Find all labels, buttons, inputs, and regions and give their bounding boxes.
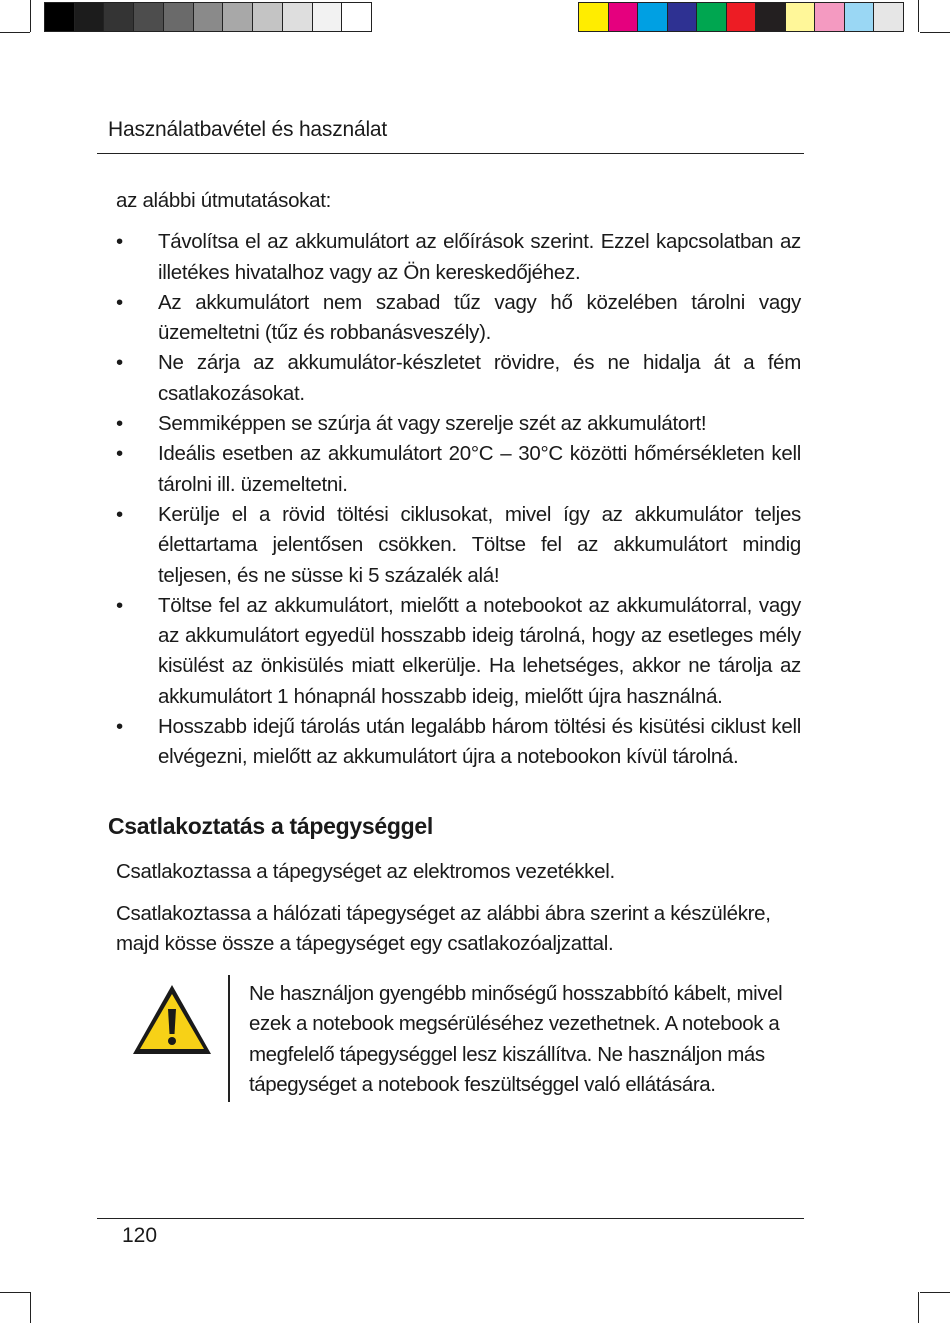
process-color-swatch [874,3,903,31]
process-color-swatch [786,3,816,31]
list-item [116,712,801,773]
list-item-text: Semmiképpen se szúrja át vagy szerelje szét az akkumulátort! [158,412,707,436]
process-color-swatch [756,3,786,31]
header-rule [97,153,804,154]
warning-divider [228,975,230,1102]
process-color-swatch [697,3,727,31]
process-color-swatch [579,3,609,31]
grayscale-swatch [283,3,313,31]
list-item [116,500,801,591]
grayscale-swatch [164,3,194,31]
process-color-swatch [727,3,757,31]
grayscale-swatch [75,3,105,31]
bullet-icon: • [116,412,123,436]
list-item-text: Az akkumulátort nem szabad tűz vagy hő közelében tárolni vagy üzemeltetni (tűz és robbanásveszély). [158,290,801,345]
list-item-text: Távolítsa el az akkumulátort az előírások szerint. Ezzel kapcsolatban az illetékes hivatalhoz vagy az Ön kereskedőjéhez. [158,230,801,284]
grayscale-swatch [194,3,224,31]
bullet-icon: • [116,715,123,739]
grayscale-color-bar [44,2,372,32]
grayscale-swatch [134,3,164,31]
bullet-icon: • [116,442,123,466]
crop-mark-bottom-left-vertical [30,1292,31,1323]
process-color-swatch [668,3,698,31]
process-color-swatch [815,3,845,31]
process-color-swatch [609,3,639,31]
crop-mark-top-left-vertical [30,0,31,32]
list-item [116,409,801,439]
page-header-title: Használatbavétel és használat [108,118,388,141]
warning-triangle-icon [130,982,214,1058]
bullet-icon: • [116,290,123,314]
section-paragraph-2: Csatlakoztassa a hálózati tápegységet az alábbi ábra szerint a készülékre, majd kösse össze a tápegységet egy csatlakozóaljzattal. [116,902,771,956]
bullet-icon: • [116,351,123,375]
list-item [116,439,801,500]
list-item-text: Hosszabb idejű tárolás után legalább három töltési és kisütési ciklust kell elvégezni, mielőtt az akkumulátort újra a notebookon kívül tárolná. [158,715,801,769]
list-item [116,227,801,288]
bullet-icon: • [116,230,123,254]
section-heading: Csatlakoztatás a tápegységgel [108,813,433,839]
battery-instructions-list [116,227,801,772]
grayscale-swatch [223,3,253,31]
process-color-bar [578,2,904,32]
intro-text: az alábbi útmutatásokat: [116,189,332,212]
crop-mark-bottom-left [0,1292,30,1293]
crop-mark-top-right [920,32,950,33]
crop-mark-bottom-right-vertical [918,1292,919,1323]
section-paragraph-1: Csatlakoztassa a tápegységet az elektromos vezetékkel. [116,860,615,883]
process-color-swatch [845,3,875,31]
bullet-icon: • [116,593,123,617]
list-item [116,348,801,409]
process-color-swatch [638,3,668,31]
crop-mark-top-left [0,32,30,33]
bullet-icon: • [116,502,123,526]
grayscale-swatch [104,3,134,31]
crop-mark-top-right-vertical [918,0,919,32]
list-item-text: Ideális esetben az akkumulátort 20°C – 30°C közötti hőmérsékleten kell tárolni ill. üzemeltetni. [158,442,801,496]
warning-text: Ne használjon gyengébb minőségű hosszabbító kábelt, mivel ezek a notebook megsérüléséhez vezethetnek. A notebook a megfelelő tápegységgel lesz kiszállítva. Ne használjon más tápegységet a notebook feszültséggel való ellátására. [249,982,783,1096]
main-content [116,186,801,773]
list-item-text: Töltse fel az akkumulátort, mielőtt a notebookot az akkumulátorral, vagy az akkumulátort egyedül hosszabb ideig tárolná, hogy az esetleges mély kisülést az önkisülés miatt elkerülje. Ha lehetséges, akkor ne tárolja az akkumulátort 1 hónapnál hosszabb ideig, mielőtt újra használná. [158,593,801,708]
grayscale-swatch [253,3,283,31]
crop-mark-bottom-right [920,1292,950,1293]
list-item-text: Ne zárja az akkumulátor-készletet rövidre, és ne hidalja át a fém csatlakozásokat. [158,351,801,405]
grayscale-swatch [45,3,75,31]
list-item [116,288,801,349]
page-number: 120 [122,1224,158,1247]
list-item-text: Kerülje el a rövid töltési ciklusokat, mivel így az akkumulátor teljes élettartama jelentősen csökken. Töltse fel az akkumulátort mindig teljesen, és ne süsse ki 5 százalék alá! [158,502,801,587]
list-item [116,591,801,712]
grayscale-swatch [313,3,343,31]
footer-rule [97,1218,804,1219]
grayscale-swatch [342,3,371,31]
